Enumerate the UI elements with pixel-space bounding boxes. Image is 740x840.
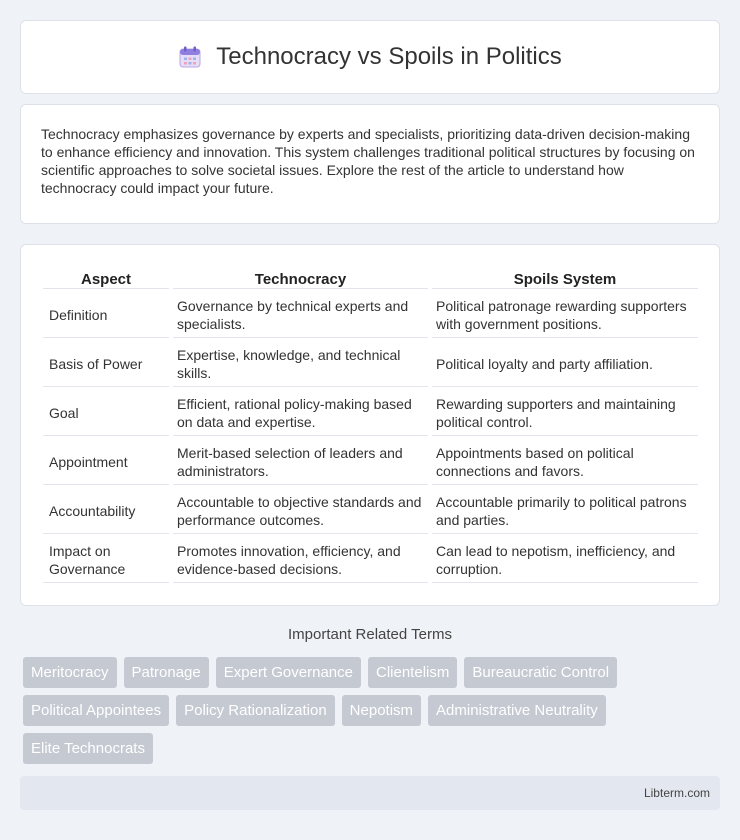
spoils-cell: Accountable primarily to political patrons and parties. xyxy=(432,485,698,534)
table-header-row xyxy=(43,265,698,289)
related-term-tag[interactable]: Patronage xyxy=(124,657,209,688)
spoils-cell: Appointments based on political connections and favors. xyxy=(432,436,698,485)
spoils-cell: Can lead to nepotism, inefficiency, and corruption. xyxy=(432,534,698,583)
spoils-cell: Political patronage rewarding supporters with government positions. xyxy=(432,289,698,338)
related-term-tag[interactable]: Political Appointees xyxy=(23,695,169,726)
aspect-cell: Definition xyxy=(43,289,169,338)
technocracy-cell: Accountable to objective standards and performance outcomes. xyxy=(173,485,428,534)
related-term-tag[interactable]: Expert Governance xyxy=(216,657,361,688)
calendar-icon xyxy=(178,45,202,69)
intro-card xyxy=(20,104,720,224)
intro-text: Technocracy emphasizes governance by experts and specialists, prioritizing data-driven decision-making to enhance efficiency and innovation. This system challenges traditional political structures by focusing on scientific approaches to solve societal issues. Explore the rest of the article to understand how technocracy could impact your future. xyxy=(41,126,695,196)
table-row xyxy=(43,485,698,534)
column-header-technocracy: Technocracy xyxy=(173,265,428,289)
related-term-tag[interactable]: Meritocracy xyxy=(23,657,117,688)
technocracy-cell: Governance by technical experts and specialists. xyxy=(173,289,428,338)
technocracy-cell: Efficient, rational policy-making based on data and expertise. xyxy=(173,387,428,436)
spoils-cell: Political loyalty and party affiliation. xyxy=(432,338,698,387)
aspect-cell: Basis of Power xyxy=(43,338,169,387)
comparison-table xyxy=(39,265,702,583)
table-row xyxy=(43,387,698,436)
table-row xyxy=(43,338,698,387)
column-header-spoils-system: Spoils System xyxy=(432,265,698,289)
aspect-cell: Appointment xyxy=(43,436,169,485)
technocracy-cell: Expertise, knowledge, and technical skills. xyxy=(173,338,428,387)
spoils-cell: Rewarding supporters and maintaining political control. xyxy=(432,387,698,436)
header-card xyxy=(20,20,720,94)
table-row xyxy=(43,534,698,583)
aspect-cell: Impact on Governance xyxy=(43,534,169,583)
table-row xyxy=(43,289,698,338)
aspect-cell: Goal xyxy=(43,387,169,436)
technocracy-cell: Promotes innovation, efficiency, and evidence-based decisions. xyxy=(173,534,428,583)
related-terms-list xyxy=(23,657,703,764)
footer xyxy=(20,776,720,810)
related-term-tag[interactable]: Clientelism xyxy=(368,657,457,688)
technocracy-cell: Merit-based selection of leaders and administrators. xyxy=(173,436,428,485)
column-header-aspect: Aspect xyxy=(43,265,169,289)
related-term-tag[interactable]: Bureaucratic Control xyxy=(464,657,617,688)
comparison-card xyxy=(20,244,720,606)
related-term-tag[interactable]: Administrative Neutrality xyxy=(428,695,606,726)
footer-site-link[interactable]: Libterm.com xyxy=(643,786,710,800)
related-term-tag[interactable]: Nepotism xyxy=(342,695,421,726)
related-term-tag[interactable]: Elite Technocrats xyxy=(23,733,153,764)
table-row xyxy=(43,436,698,485)
page-title: Technocracy vs Spoils in Politics xyxy=(216,43,562,70)
related-term-tag[interactable]: Policy Rationalization xyxy=(176,695,335,726)
aspect-cell: Accountability xyxy=(43,485,169,534)
related-terms-heading: Important Related Terms xyxy=(288,626,452,643)
